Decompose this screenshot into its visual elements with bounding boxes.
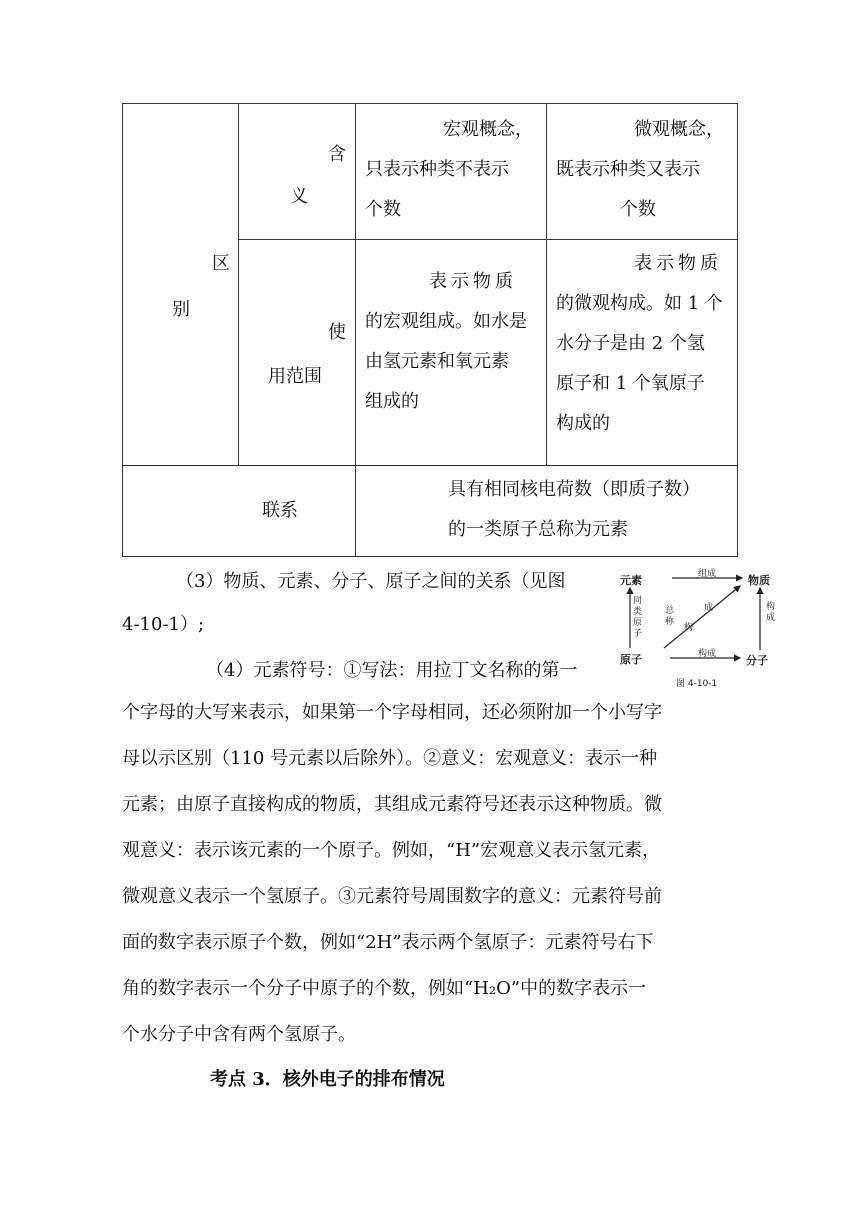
diagram-cheng: 成 [704, 603, 714, 613]
atom-scope-line: 原子和 1 个氧原子 [556, 373, 705, 394]
diagram-atom: 原子 [620, 653, 642, 666]
atom-meaning-line: 个数 [620, 199, 656, 220]
table-divider-row1 [238, 239, 738, 240]
table-border-top [122, 103, 738, 104]
table-col-divider-2 [355, 103, 356, 557]
element-scope-line: 表示物质 [429, 271, 517, 292]
atom-scope-line: 的微观构成。如 1 个 [556, 293, 723, 314]
element-meaning-line: 个数 [365, 199, 401, 220]
atom-meaning-cell [556, 110, 734, 230]
table-border-right [737, 103, 738, 557]
paragraph-4-line: 个水分子中含有两个氢原子。 [122, 1024, 356, 1045]
atom-scope-cell [556, 244, 734, 444]
relationship-diagram [620, 562, 790, 692]
paragraph-4-line: 观意义：表示该元素的一个原子。例如，“H”宏观意义表示氢元素， [122, 840, 661, 861]
paragraph-4-line: 元素；由原子直接构成的物质，其组成元素符号还表示这种物质。微 [122, 794, 662, 815]
element-scope-cell [365, 262, 543, 422]
link-text-line: 的一类原子总称为元素 [448, 519, 628, 540]
link-text-line: 具有相同核电荷数（即质子数） [448, 479, 700, 500]
atom-scope-line: 水分子是由 2 个氢 [556, 333, 705, 354]
diagram-total: 总称 [665, 606, 675, 627]
diagram-constitute-right: 构成 [766, 602, 776, 623]
paragraph-4-line: 面的数字表示原子个数，例如“2H”表示两个氢原子：元素符号右下 [122, 932, 654, 953]
element-scope-line: 的宏观组成。如水是 [365, 311, 527, 332]
section-heading: 考点 3．核外电子的排布情况 [210, 1069, 445, 1090]
meaning-label-2: 义 [290, 186, 308, 207]
table-col-divider-3 [546, 103, 547, 466]
table-col-divider-1 [238, 103, 239, 466]
element-meaning-cell [365, 110, 543, 230]
element-meaning-line: 只表示种类不表示 [365, 159, 509, 180]
diagram-element: 元素 [620, 574, 642, 587]
link-label: 联系 [262, 500, 298, 521]
atom-scope-line: 构成的 [556, 413, 610, 434]
table-divider-row2 [122, 465, 738, 466]
table-border-left [122, 103, 123, 557]
atom-scope-line: 表示物质 [634, 253, 722, 274]
paragraph-3-line: 4-10-1）; [122, 614, 205, 635]
atom-meaning-line: 微观概念， [634, 119, 724, 140]
paragraph-4-line: 角的数字表示一个分子中原子的个数，例如“H₂O”中的数字表示一 [122, 978, 647, 999]
diagram-same-class: 同类原子 [633, 596, 643, 639]
diagram-composition: 构成 [698, 649, 717, 659]
diagram-gou: 构 [684, 623, 694, 633]
table-border-bottom [122, 556, 738, 557]
diagram-caption: 图 4-10-1 [676, 679, 718, 689]
paragraph-4-first-line: （4）元素符号：①写法：用拉丁文名称的第一 [206, 660, 578, 681]
atom-meaning-line: 既表示种类又表示 [556, 159, 700, 180]
paragraph-4-line: 母以示区别（110 号元素以后除外）。②意义：宏观意义：表示一种 [122, 748, 658, 769]
element-scope-line: 组成的 [365, 391, 419, 412]
paragraph-4-line: 个字母的大写来表示，如果第一个字母相同，还必须附加一个小写字 [122, 702, 662, 723]
arrow-atom-matter [664, 586, 740, 648]
diff-label-1: 区 [212, 253, 230, 274]
scope-label-1: 使 [328, 322, 346, 343]
element-meaning-line: 宏观概念， [443, 119, 533, 140]
diagram-compose: 组成 [698, 569, 717, 579]
diagram-matter: 物质 [748, 574, 770, 587]
diagram-molecule: 分子 [746, 654, 768, 667]
meaning-label-1: 含 [328, 144, 346, 165]
paragraph-4-line: 微观意义表示一个氢原子。③元素符号周围数字的意义：元素符号前 [122, 886, 662, 907]
paragraph-3-line: （3）物质、元素、分子、原子之间的关系（见图 [176, 571, 566, 592]
element-scope-line: 由氢元素和氧元素 [365, 351, 509, 372]
diff-label-2: 别 [172, 299, 190, 320]
scope-label-2: 用范围 [268, 366, 322, 387]
link-text-cell [448, 470, 736, 550]
